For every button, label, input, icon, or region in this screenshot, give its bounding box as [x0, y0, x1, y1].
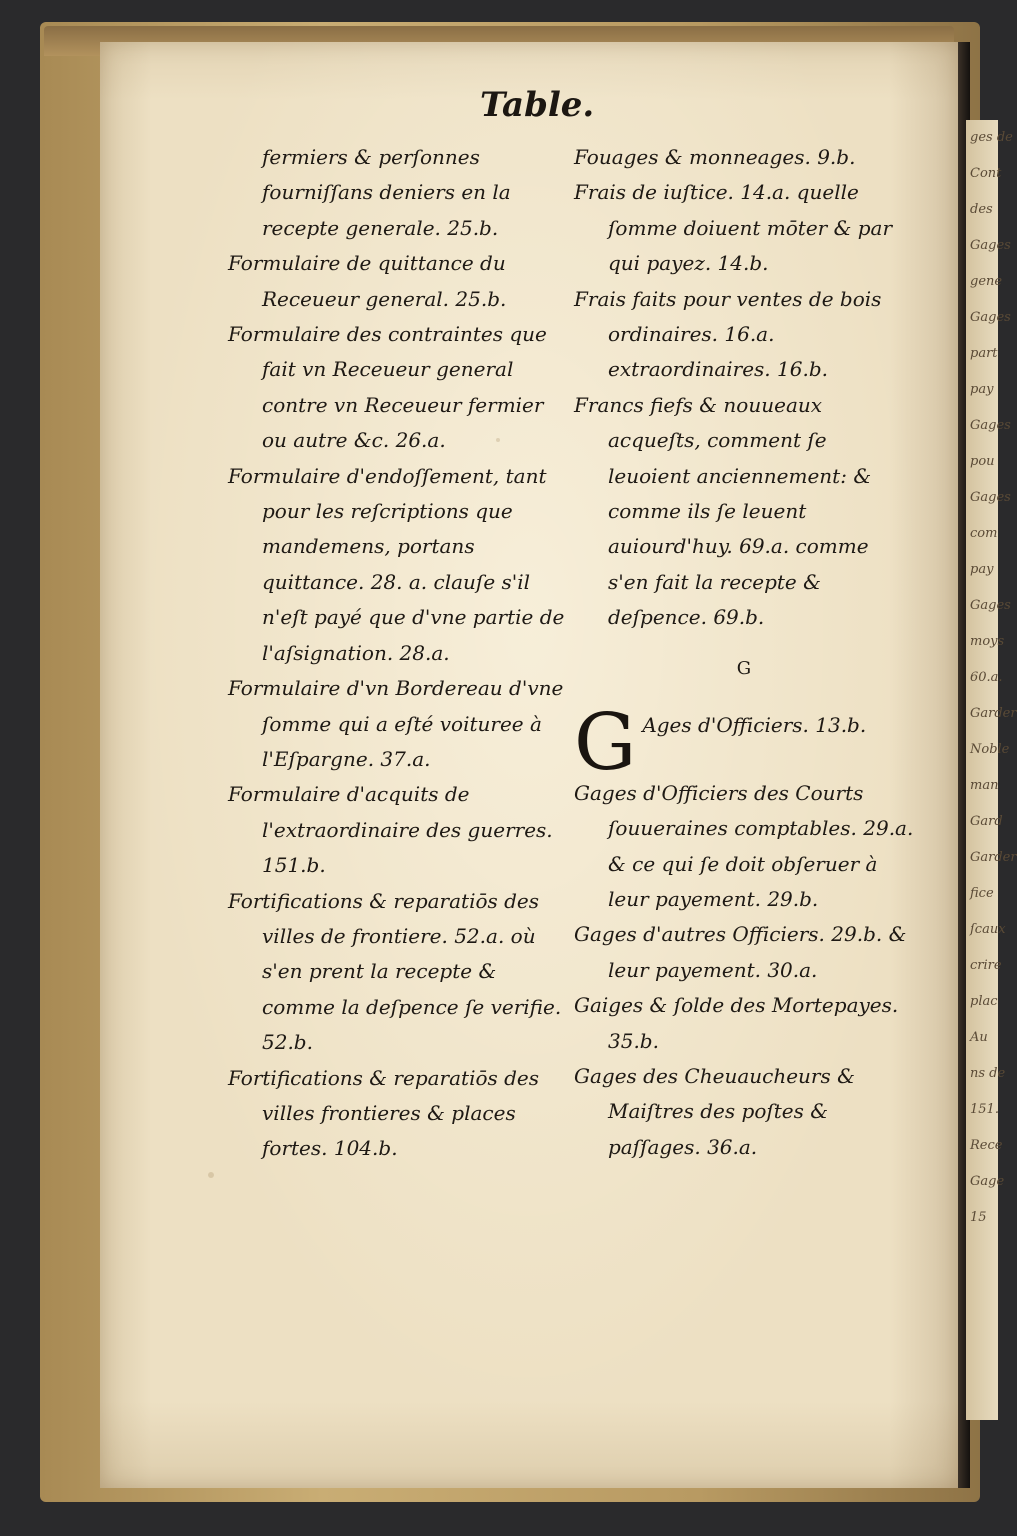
facing-page-fragment: Au [970, 1030, 988, 1045]
facing-page-fragment: pay [970, 562, 994, 577]
facing-page-fragment: crire [970, 958, 1002, 973]
index-entry: Frais faits pour ventes de bois ordinaires. 16.a. extraordinaires. 16.b. [574, 286, 882, 382]
facing-page-fragment: com [970, 526, 998, 541]
facing-page-fragment: 15 [970, 1210, 987, 1225]
section-letter: G [736, 657, 752, 679]
index-entry: Gages d'autres Officiers. 29.b. & leur payement. 30.a. [574, 922, 907, 982]
facing-page-fragment: Noble [970, 742, 1010, 757]
index-entry-text: Ages d'Officiers. 13.b. [642, 712, 867, 737]
facing-page-fragment: ſcaux [970, 922, 1006, 937]
index-entry: Francs fiefs & nouueaux acqueſts, comment ſe leuoient anciennement: & comme ils ſe leuent auiourd'huy. 69.a. comme s'en fait la recepte & deſpence. 69.b. [574, 392, 872, 630]
paper-stain [208, 1172, 214, 1178]
facing-page-fragment: Gages [970, 310, 1011, 325]
facing-page-fragment: Cont [970, 166, 1002, 181]
facing-page-fragment: pou [970, 454, 995, 469]
facing-page-fragment: des [970, 202, 993, 217]
running-head: Table. [480, 85, 595, 125]
index-column-right [574, 140, 914, 1165]
index-entry: Gages des Cheuaucheurs & Maiſtres des poſtes & paſſages. 36.a. [574, 1063, 855, 1159]
index-entry: Formulaire d'vn Bordereau d'vne ſomme qui a eſté voituree à l'Eſpargne. 37.a. [228, 676, 564, 771]
facing-page-fragment: part [970, 346, 998, 361]
facing-page-fragment: 60.a. [970, 670, 1003, 685]
facing-page-fragment: ges de [970, 130, 1013, 145]
index-entry: Formulaire d'acquits de l'extraordinaire des guerres. 151.b. [228, 782, 553, 878]
facing-page-fragment: Gages [970, 490, 1011, 505]
facing-page-edge [966, 120, 1017, 1420]
facing-page-fragment: Gages [970, 238, 1011, 253]
facing-page-fragment: Garder [970, 706, 1017, 721]
index-entry: Fortifications & reparatiōs des villes de frontiere. 52.a. où s'en prent la recepte & comme la deſpence ſe verifie. 52.b. [228, 888, 562, 1055]
facing-page-fragment: fice [970, 886, 994, 901]
index-entry-first-g [574, 697, 914, 788]
facing-page-fragment: ns de [970, 1066, 1006, 1081]
facing-page-fragment: Garder [970, 850, 1017, 865]
facing-page-fragment: Gages [970, 598, 1011, 613]
index-entry: fermiers & perſonnes fourniſſans deniers en la recepte generale. 25.b. [262, 145, 511, 240]
index-entry: Formulaire d'endoſſement, tant pour les reſcriptions que mandemens, portans quittance. 28. a. clauſe s'il n'eſt payé que d'vne partie de l'aſsignation. 28.a. [228, 463, 565, 665]
index-entry: Formulaire de quittance du Receueur general. 25.b. [228, 251, 507, 311]
facing-page-fragment: Gages [970, 418, 1011, 433]
facing-page-fragment: moys [970, 634, 1005, 649]
index-entry: Gaiges & ſolde des Mortepayes. 35.b. [574, 993, 899, 1053]
index-column-left [228, 140, 568, 1167]
facing-page-fragment: gene [970, 274, 1003, 289]
facing-page-fragment: Gage [970, 1174, 1005, 1189]
facing-page-fragment: Rece [970, 1138, 1003, 1153]
index-entry: Gages d'Officiers des Courts ſouueraines comptables. 29.a. & ce qui ſe doit obſeruer à leur payement. 29.b. [574, 780, 914, 911]
drop-cap: G [574, 697, 637, 788]
index-entry: Fouages & monneages. 9.b. [574, 145, 856, 169]
index-entry: Fortifications & reparatiōs des villes frontieres & places fortes. 104.b. [228, 1065, 540, 1161]
facing-page-fragment: plac [970, 994, 998, 1009]
facing-page-fragment: Gard [970, 814, 1003, 829]
index-entry: Formulaire des contraintes que fait vn Receueur general contre vn Receueur fermier ou autre &c. 26.a. [228, 322, 547, 453]
facing-page-fragment: pay [970, 382, 994, 397]
facing-page-fragment: 151. [970, 1102, 999, 1117]
index-entry: Frais de iuſtice. 14.a. quelle ſomme doiuent mōter & par qui payez. 14.b. [574, 180, 893, 276]
facing-page-fragment: man [970, 778, 999, 793]
